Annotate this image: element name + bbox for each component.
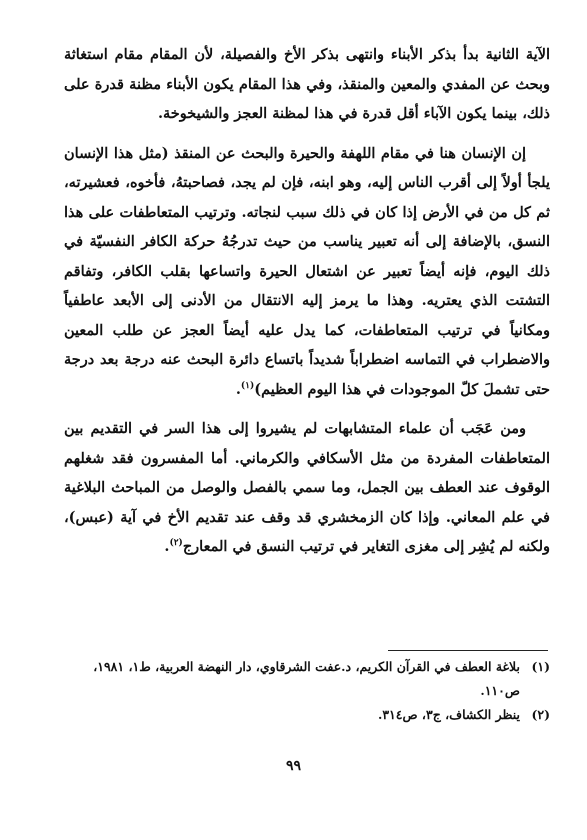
footnote-1 — [64, 655, 550, 703]
paragraph-3-tail: . — [164, 538, 170, 555]
footnote-divider — [388, 650, 548, 651]
footnote-2 — [64, 703, 550, 727]
footnote-ref-2[interactable]: (٢) — [169, 538, 183, 549]
footnotes — [64, 655, 550, 727]
footnote-1-number: (١) — [531, 659, 550, 674]
footnote-2-number: (٢) — [531, 707, 550, 722]
paragraph-3 — [64, 414, 550, 562]
footnote-ref-1[interactable]: (١) — [240, 380, 255, 391]
paragraph-1 — [64, 40, 550, 129]
paragraph-3-text: ومن عَجَب أن علماء المتشابهات لم يشيروا إلى هذا السر في التقديم بين المتعاطفات المفردة من مثل الأسكافي والكرماني. أما المفسرون فقد شغلهم الوقوف عند العطف بين الجمل، وما سمي بالفصل والوصل من المباحث البلاغية في علم المعاني. وإذا كان الزمخشري قد وقف عند تقديم الأخ في آية (عبس)، ولكنه لم يُشِر إلى مغزى التغاير في ترتيب النسق في المعارج — [64, 420, 550, 555]
page-body — [64, 40, 550, 572]
paragraph-2-tail: . — [235, 380, 241, 398]
footnote-2-text: ينظر الكشاف، ج٣، ص٣١٤. — [377, 707, 520, 722]
paragraph-2 — [64, 139, 550, 405]
paragraph-1-text: الآية الثانية بدأ بذكر الأبناء وانتهى بذكر الأخ والفصيلة، لأن المقام مقام استغاثة وبحث عن المفدي والمعين والمنقذ، وفي هذا المقام يكون الأبناء مظنة قدرة على ذلك، بينما يكون الآباء أقل قدرة في هذا لمظنة العجز والشيخوخة. — [64, 46, 550, 122]
paragraph-2-text: إن الإنسان هنا في مقام اللهفة والحيرة والبحث عن المنقذ (مثل هذا الإنسان يلجأ أولاً إلى أقرب الناس إليه، وهو ابنه، فإن لم يجد، فصاحبتهُ، فأخوه، فعشيرته، ثم كل من في الأرض إذا كان في ذلك سبب لنجاته. وترتيب المتعاطفات على هذا النسق، بالإضافة إلى أنه تعبير يناسب من حيث تدرجُهُ حركة الكافر النفسيّة في ذلك اليوم، فإنه أيضاً تعبير عن اشتعال الحيرة واتساعها بقلب الكافر، وتفاقم التشتت الذي يعتريه. وهذا ما يرمز إليه الانتقال من الأدنى إلى الأبعد عاطفياً ومكانياً في ترتيب المتعاطفات، كما يدل عليه أيضاً العجز عن طلب المعين والاضطراب في التماسه اضطراباً شديداً باتساع دائرة البحث عنه درجة بعد درجة حتى تشملَ كلّ الموجودات في هذا اليوم العظيم) — [64, 144, 550, 398]
page-number: ٩٩ — [285, 758, 302, 774]
footnote-1-text: بلاغة العطف في القرآن الكريم، د.عفت الشرقاوي، دار النهضة العربية، ط١، ١٩٨١، ص١١٠. — [93, 659, 520, 698]
